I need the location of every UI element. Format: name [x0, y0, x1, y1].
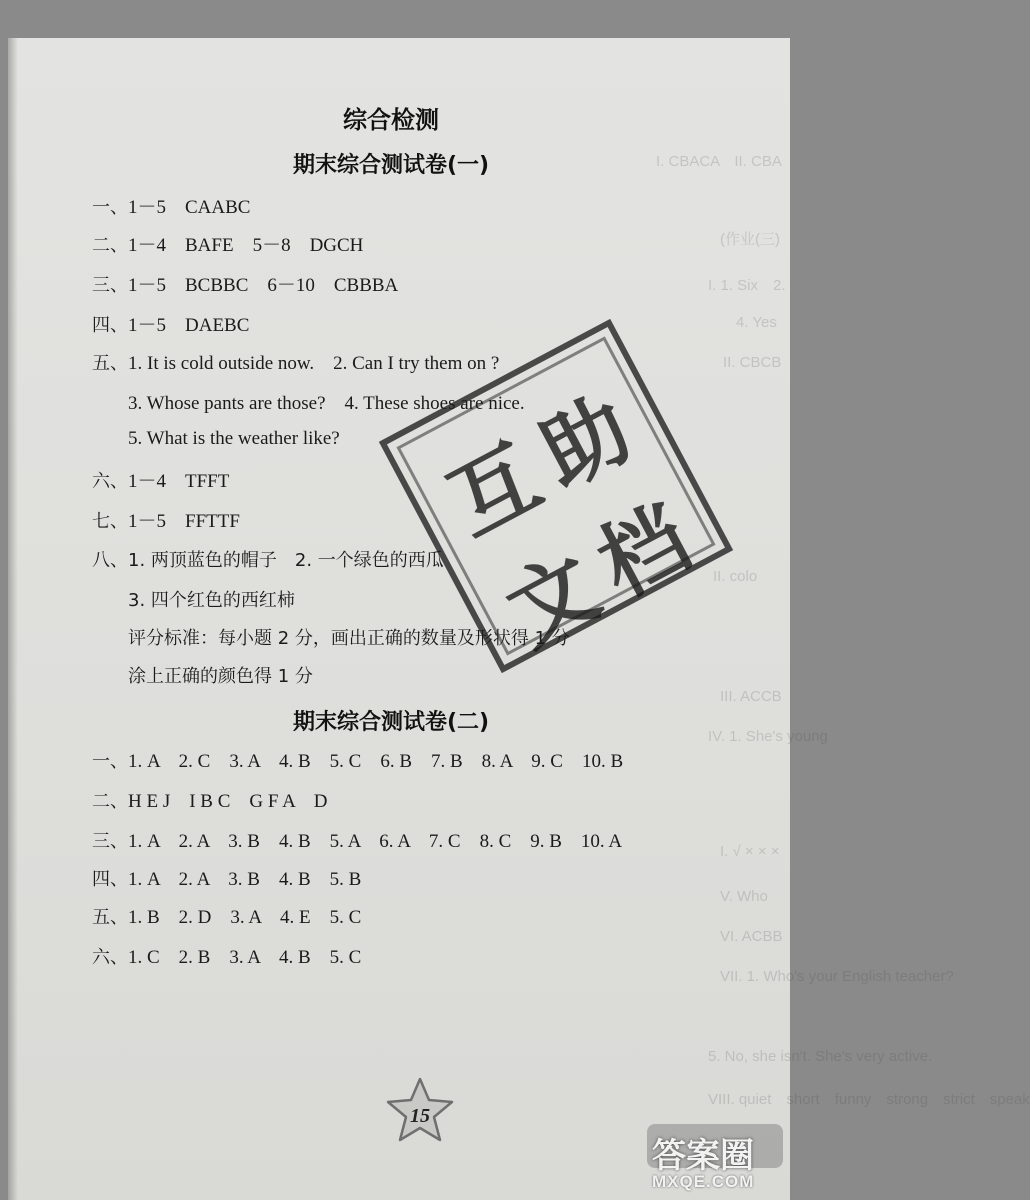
star-icon — [384, 1076, 456, 1144]
question-number: 七、 — [92, 511, 128, 532]
answer-text: 5. What is the weather like? — [128, 428, 340, 449]
answer-line — [92, 826, 622, 853]
stamp-char: 档 — [582, 487, 706, 617]
answer-text: 1. B 2. D 3. A 4. E 5. C — [128, 907, 362, 928]
answer-text: H E J I B C G F A D — [128, 791, 328, 812]
answer-line — [92, 942, 361, 969]
answer-text: 1. 两顶蓝色的帽子 2. 一个绿色的西瓜 — [128, 550, 444, 571]
question-number: 四、 — [92, 869, 128, 890]
answer-text: 1－5 BCBBC 6－10 CBBBA — [128, 275, 399, 296]
watermark-url: MXQE.COM — [652, 1172, 755, 1191]
question-number: 二、 — [92, 235, 128, 256]
question-number: 三、 — [92, 275, 128, 296]
answer-line — [128, 428, 340, 450]
answer-text: 1－5 CAABC — [128, 197, 251, 218]
page-number: 15 — [410, 1105, 430, 1127]
stamp-char: 文 — [491, 536, 615, 665]
answer-line — [92, 230, 363, 257]
exam2-title: 期末综合测试卷(二) — [292, 710, 490, 735]
question-number: 一、 — [92, 197, 128, 218]
watermark-text: 答案圈 — [652, 1136, 754, 1176]
stamp-char: 助 — [524, 378, 648, 508]
answer-text: 1. A 2. A 3. B 4. B 5. A 6. A 7. C 8. C 9. B 10. A — [128, 831, 623, 852]
answer-text: 1. It is cold outside now. 2. Can I try them on ? — [128, 353, 500, 374]
answer-text: 3. 四个红色的西红柿 — [128, 590, 295, 611]
question-number: 五、 — [92, 907, 128, 928]
question-number: 五、 — [92, 353, 128, 374]
answer-line — [92, 506, 240, 533]
question-number: 一、 — [92, 751, 128, 772]
question-number: 二、 — [92, 791, 128, 812]
answer-text: 1－4 BAFE 5－8 DGCH — [128, 235, 364, 256]
exam1-title: 期末综合测试卷(一) — [292, 153, 490, 178]
page-number-star — [384, 1076, 456, 1144]
answer-line — [92, 786, 328, 813]
answer-text: 1－4 TFFT — [128, 471, 230, 492]
question-number: 六、 — [92, 471, 128, 492]
answer-line — [92, 864, 361, 891]
stamp-char: 互 — [433, 426, 557, 556]
answer-line — [92, 746, 623, 773]
answer-text: 1. A 2. A 3. B 4. B 5. B — [128, 869, 362, 890]
question-number: 四、 — [92, 315, 128, 336]
answer-text: 1－5 FFTTF — [128, 511, 240, 532]
answer-line — [92, 902, 361, 929]
answer-text: 3. Whose pants are those? 4. These shoes are nice. — [128, 393, 525, 414]
answer-line — [92, 466, 229, 493]
question-number: 三、 — [92, 831, 128, 852]
answer-line — [92, 192, 250, 219]
answer-text: 1. C 2. B 3. A 4. B 5. C — [128, 947, 362, 968]
question-number: 六、 — [92, 947, 128, 968]
answer-line — [92, 546, 444, 572]
answer-text: 1－5 DAEBC — [128, 315, 250, 336]
answer-text: 评分标准：每小题 2 分，画出正确的数量及形状得 1 分 — [128, 628, 570, 649]
answer-line — [92, 270, 398, 297]
answer-line — [92, 348, 499, 375]
section-heading: 综合检测 — [343, 106, 439, 134]
document-page: I. CBACA II. CBA (作业(三) I. 1. Six 2. 4. Yes II. CBCB II. colo III. ACCB IV. 1. She's young I. √ × × × V. Who VI. ACBB VII. 1. Who's your English teacher? 5. No, she isn't. She's very active. VIII. quiet short funny strong strict speak — [8, 38, 790, 1200]
answer-text: 涂上正确的颜色得 1 分 — [128, 666, 313, 687]
page-edge-shadow — [8, 38, 18, 1200]
answer-line — [128, 586, 295, 612]
answer-line — [92, 310, 249, 337]
answer-text: 1. A 2. C 3. A 4. B 5. C 6. B 7. B 8. A 9. C 10. B — [128, 751, 624, 772]
question-number: 八、 — [92, 550, 128, 571]
answer-line — [128, 662, 313, 688]
